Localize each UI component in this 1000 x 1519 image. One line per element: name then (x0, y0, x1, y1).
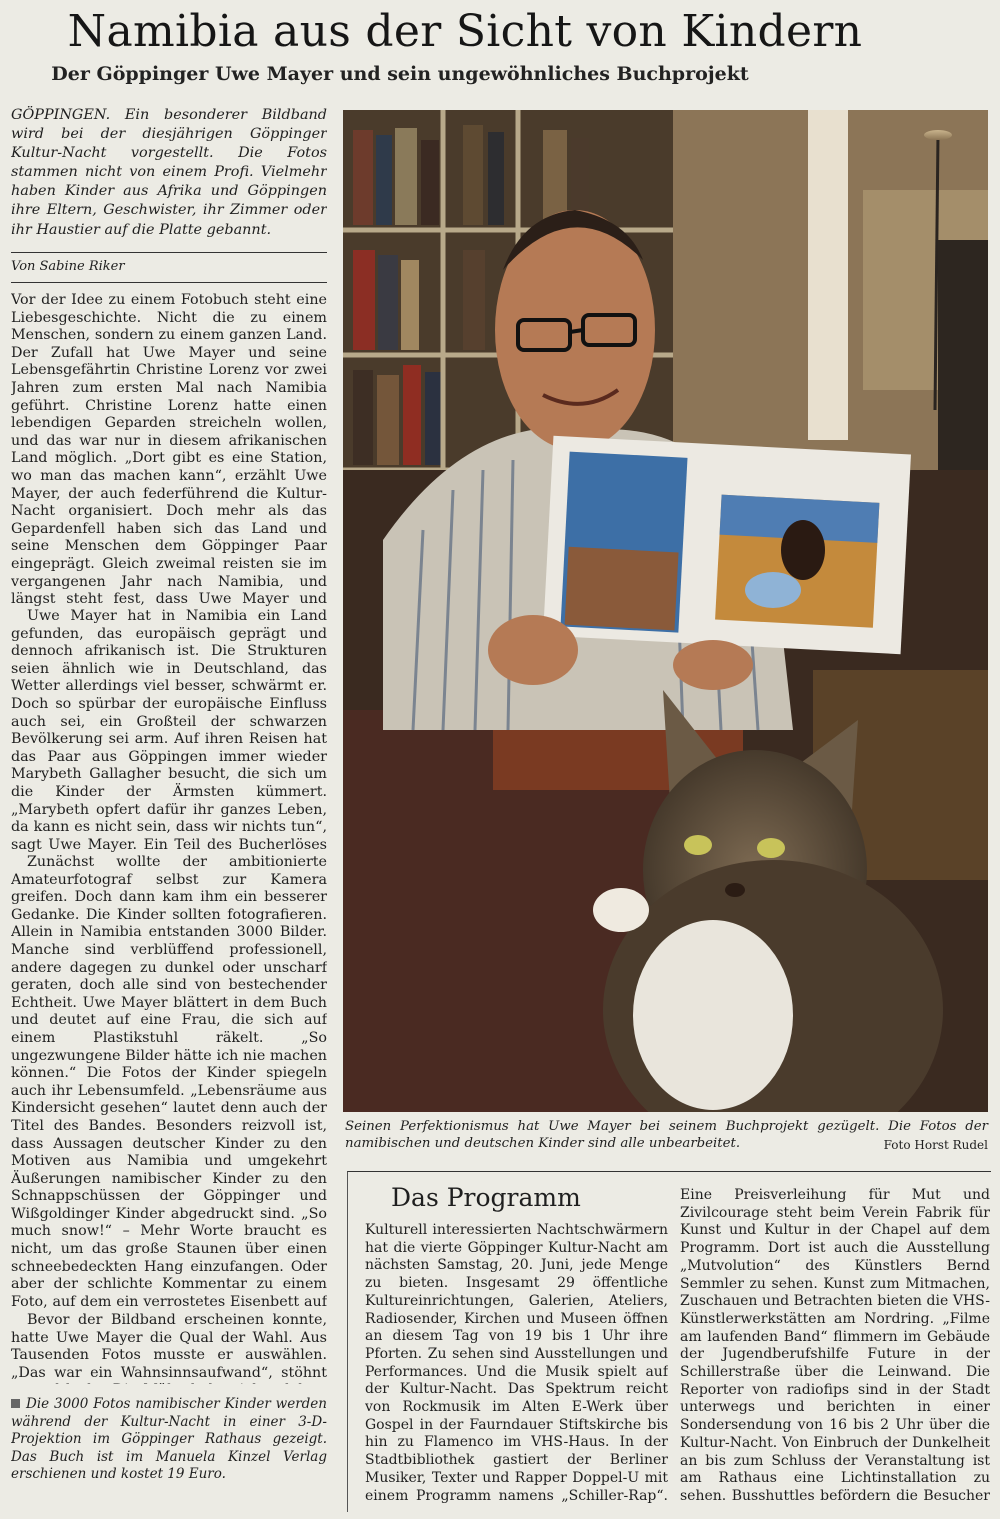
program-title: Das Programm (391, 1183, 581, 1212)
headline: Namibia aus der Sicht von Kindern (67, 6, 863, 57)
square-bullet-icon (11, 1399, 20, 1408)
program-text-right-body: Eine Preisverleihung für Mut und Zivilcourage steht beim Verein Fabrik für Kunst und Kultur in der Chapel auf dem Programm. Dort ist auch die Ausstellung „Mutvolution“ des Künstlers Bernd Semmler zu sehen. Kunst zum Mitmachen, Zuschauen und Betrachten bieten die VHS-Künstlerwerkstätten am Nordring. „Filme am laufenden Band“ flimmern im Gebäude der Jugendberufshilfe Future in der Schillerstraße über die Leinwand. Die Reporter von radiofips sind in der Stadt unterwegs und berichten in einer Sondersendung von 16 bis 2 Uhr über die Kultur-Nacht. Von Einbruch der Dunkelheit an bis zum Schluss der Veranstaltung ist am Rathaus eine Lichtinstallation zu sehen. Busshuttles befördern die Besucher (680, 1187, 990, 1503)
article-photo (343, 110, 988, 1112)
photo-credit: Foto Horst Rudel (883, 1138, 988, 1152)
body-paragraph: Uwe Mayer hat in Namibia ein Land gefunden, das europäisch geprägt und dennoch afrikanisch ist. Die Strukturen seien ähnlich wie in Deutschland, das Wetter allerdings viel besser, schwärmt er. Doch so spürbar der europäische Einfluss auch sei, ein Großteil der schwarzen Bevölkerung sei arm. Auf ihren Reisen hat das Paar aus Göppingen immer wieder Marybeth Gallagher besucht, die sich um die Kinder der Ärmsten kümmert. „Marybeth opfert dafür ihr ganzes Leben, da kann es nicht sein, dass wir nichts tun“, sagt Uwe Mayer. Ein Teil des Bucherlöses (11, 608, 327, 853)
program-text-left: Kulturell interessierten Nachtschwärmern hat die vierte Göppinger Kultur-Nacht am nächsten Samstag, 20. Juni, jede Menge zu bieten. Insgesamt 29 öffentliche Kultureinrichtungen, Galerien, Ateliers, Radiosender, Kirchen und Museen öffnen an diesem Tag von 19 bis 1 Uhr ihre Pforten. Zu sehen sind Ausstellungen und Performances. Und die Musik spielt auf der Kultur-Nacht. Das Spektrum reicht von Rockmusik im Alten E-Werk über Gospel in der Faurndauer Stiftskirche bis hin zu Flamenco im VHS-Haus. In der Stadtbibliothek gastiert der Berliner Musiker, Texter und Rapper Doppel-U mit einem Programm namens „Schiller-Rap“. (365, 1222, 668, 1504)
photo-book (543, 436, 911, 654)
divider (11, 282, 327, 283)
photo-illustration (343, 110, 988, 1112)
caption-text: Seinen Perfektionismus hat Uwe Mayer bei seinem Buchprojekt gezügelt. Die Fotos der namibischen und deutschen Kinder sind alle unbearbeitet. (345, 1119, 988, 1151)
subheadline: Der Göppinger Uwe Mayer und sein ungewöhnliches Buchprojekt (51, 63, 749, 85)
body-paragraph: Vor der Idee zu einem Fotobuch steht eine Liebesgeschichte. Nicht die zu einem Menschen, sondern zu einem ganzen Land. Der Zufall hat Uwe Mayer und seine Lebensgefährtin Christine Lorenz vor zwei Jahren zum ersten Mal nach Namibia geführt. Christine Lorenz hatte einen lebendigen Geparden streicheln wollen, und das war nur in diesem afrikanischen Land möglich. „Dort gibt es eine Station, wo man das machen kann“, erzählt Uwe Mayer, der auch federführend die Kultur-Nacht organisiert. Doch mehr als das Gepardenfell haben sich das Land und seine Menschen dem Göppinger Paar eingeprägt. Gleich zweimal reisten sie im vergangenen Jahr nach Namibia, und längst steht fest, dass Uwe Mayer und (11, 292, 327, 608)
pillar (808, 110, 848, 440)
info-note (11, 1396, 327, 1481)
man-hand (673, 640, 753, 690)
program-text-right (680, 1187, 990, 1503)
body-paragraph: Bevor der Bildband erscheinen konnte, hatte Uwe Mayer die Qual der Wahl. Aus Tausenden Fotos musste er auswählen. „Das war ein Wahnsinnsaufwand“, stöhnt (11, 1312, 327, 1381)
photo-caption (345, 1118, 988, 1154)
article-body (11, 292, 327, 1384)
byline: Von Sabine Riker (11, 259, 125, 274)
lead-paragraph: GÖPPINGEN. Ein besonderer Bildband wird bei der diesjährigen Göppinger Kultur-Nacht vorgestellt. Die Fotos stammen nicht von einem Profi. Vielmehr haben Kinder aus Afrika und Göppingen ihre Eltern, Geschwister, ihr Zimmer oder ihr Haustier auf die Platte gebannt. (11, 107, 327, 238)
man-hand (488, 615, 578, 685)
divider (11, 252, 327, 253)
lamp-shade (924, 130, 952, 140)
article-column (11, 106, 327, 1481)
body-paragraph: Zunächst wollte der ambitionierte Amateurfotograf selbst zur Kamera greifen. Doch dann kam ihm ein besserer Gedanke. Die Kinder sollten fotografieren. Allein in Namibia entstanden 3000 Bilder. Manche sind verblüffend professionell, andere dagegen zu dunkel oder unscharf geraten, doch alle sind von bestechender Echtheit. Uwe Mayer blättert in dem Buch und deutet auf eine Frau, die sich auf einem Plastikstuhl räkelt. „So ungezwungene Bilder hätte ich nie machen können.“ Die Fotos der Kinder spiegeln auch ihr Lebensumfeld. „Lebensräume aus Kindersicht gesehen“ lautet denn auch der Titel des Bandes. Besonders reizvoll ist, dass Aussagen deutscher Kinder zu den Motiven aus Namibia und umgekehrt Äußerungen namibischer Kinder zu den Schnappschüssen der Göppinger und Wißgoldinger Kinder abgedruckt sind. „So much snow!“ – Mehr Worte braucht es nicht, um das große Staunen über einen schneebedeckten Hang einzufangen. Oder aber der schlichte Kommentar zu einem Foto, auf dem ein verrostetes Eisenbett auf (11, 854, 327, 1310)
info-note-text: Die 3000 Fotos namibischer Kinder werden während der Kultur-Nacht in einer 3-D-Projektion im Göppinger Rathaus gezeigt. Das Buch ist im Manuela Kinzel Verlag erschienen und kostet 19 Euro. (11, 1396, 327, 1481)
program-box (347, 1171, 991, 1512)
armchair (938, 240, 988, 480)
